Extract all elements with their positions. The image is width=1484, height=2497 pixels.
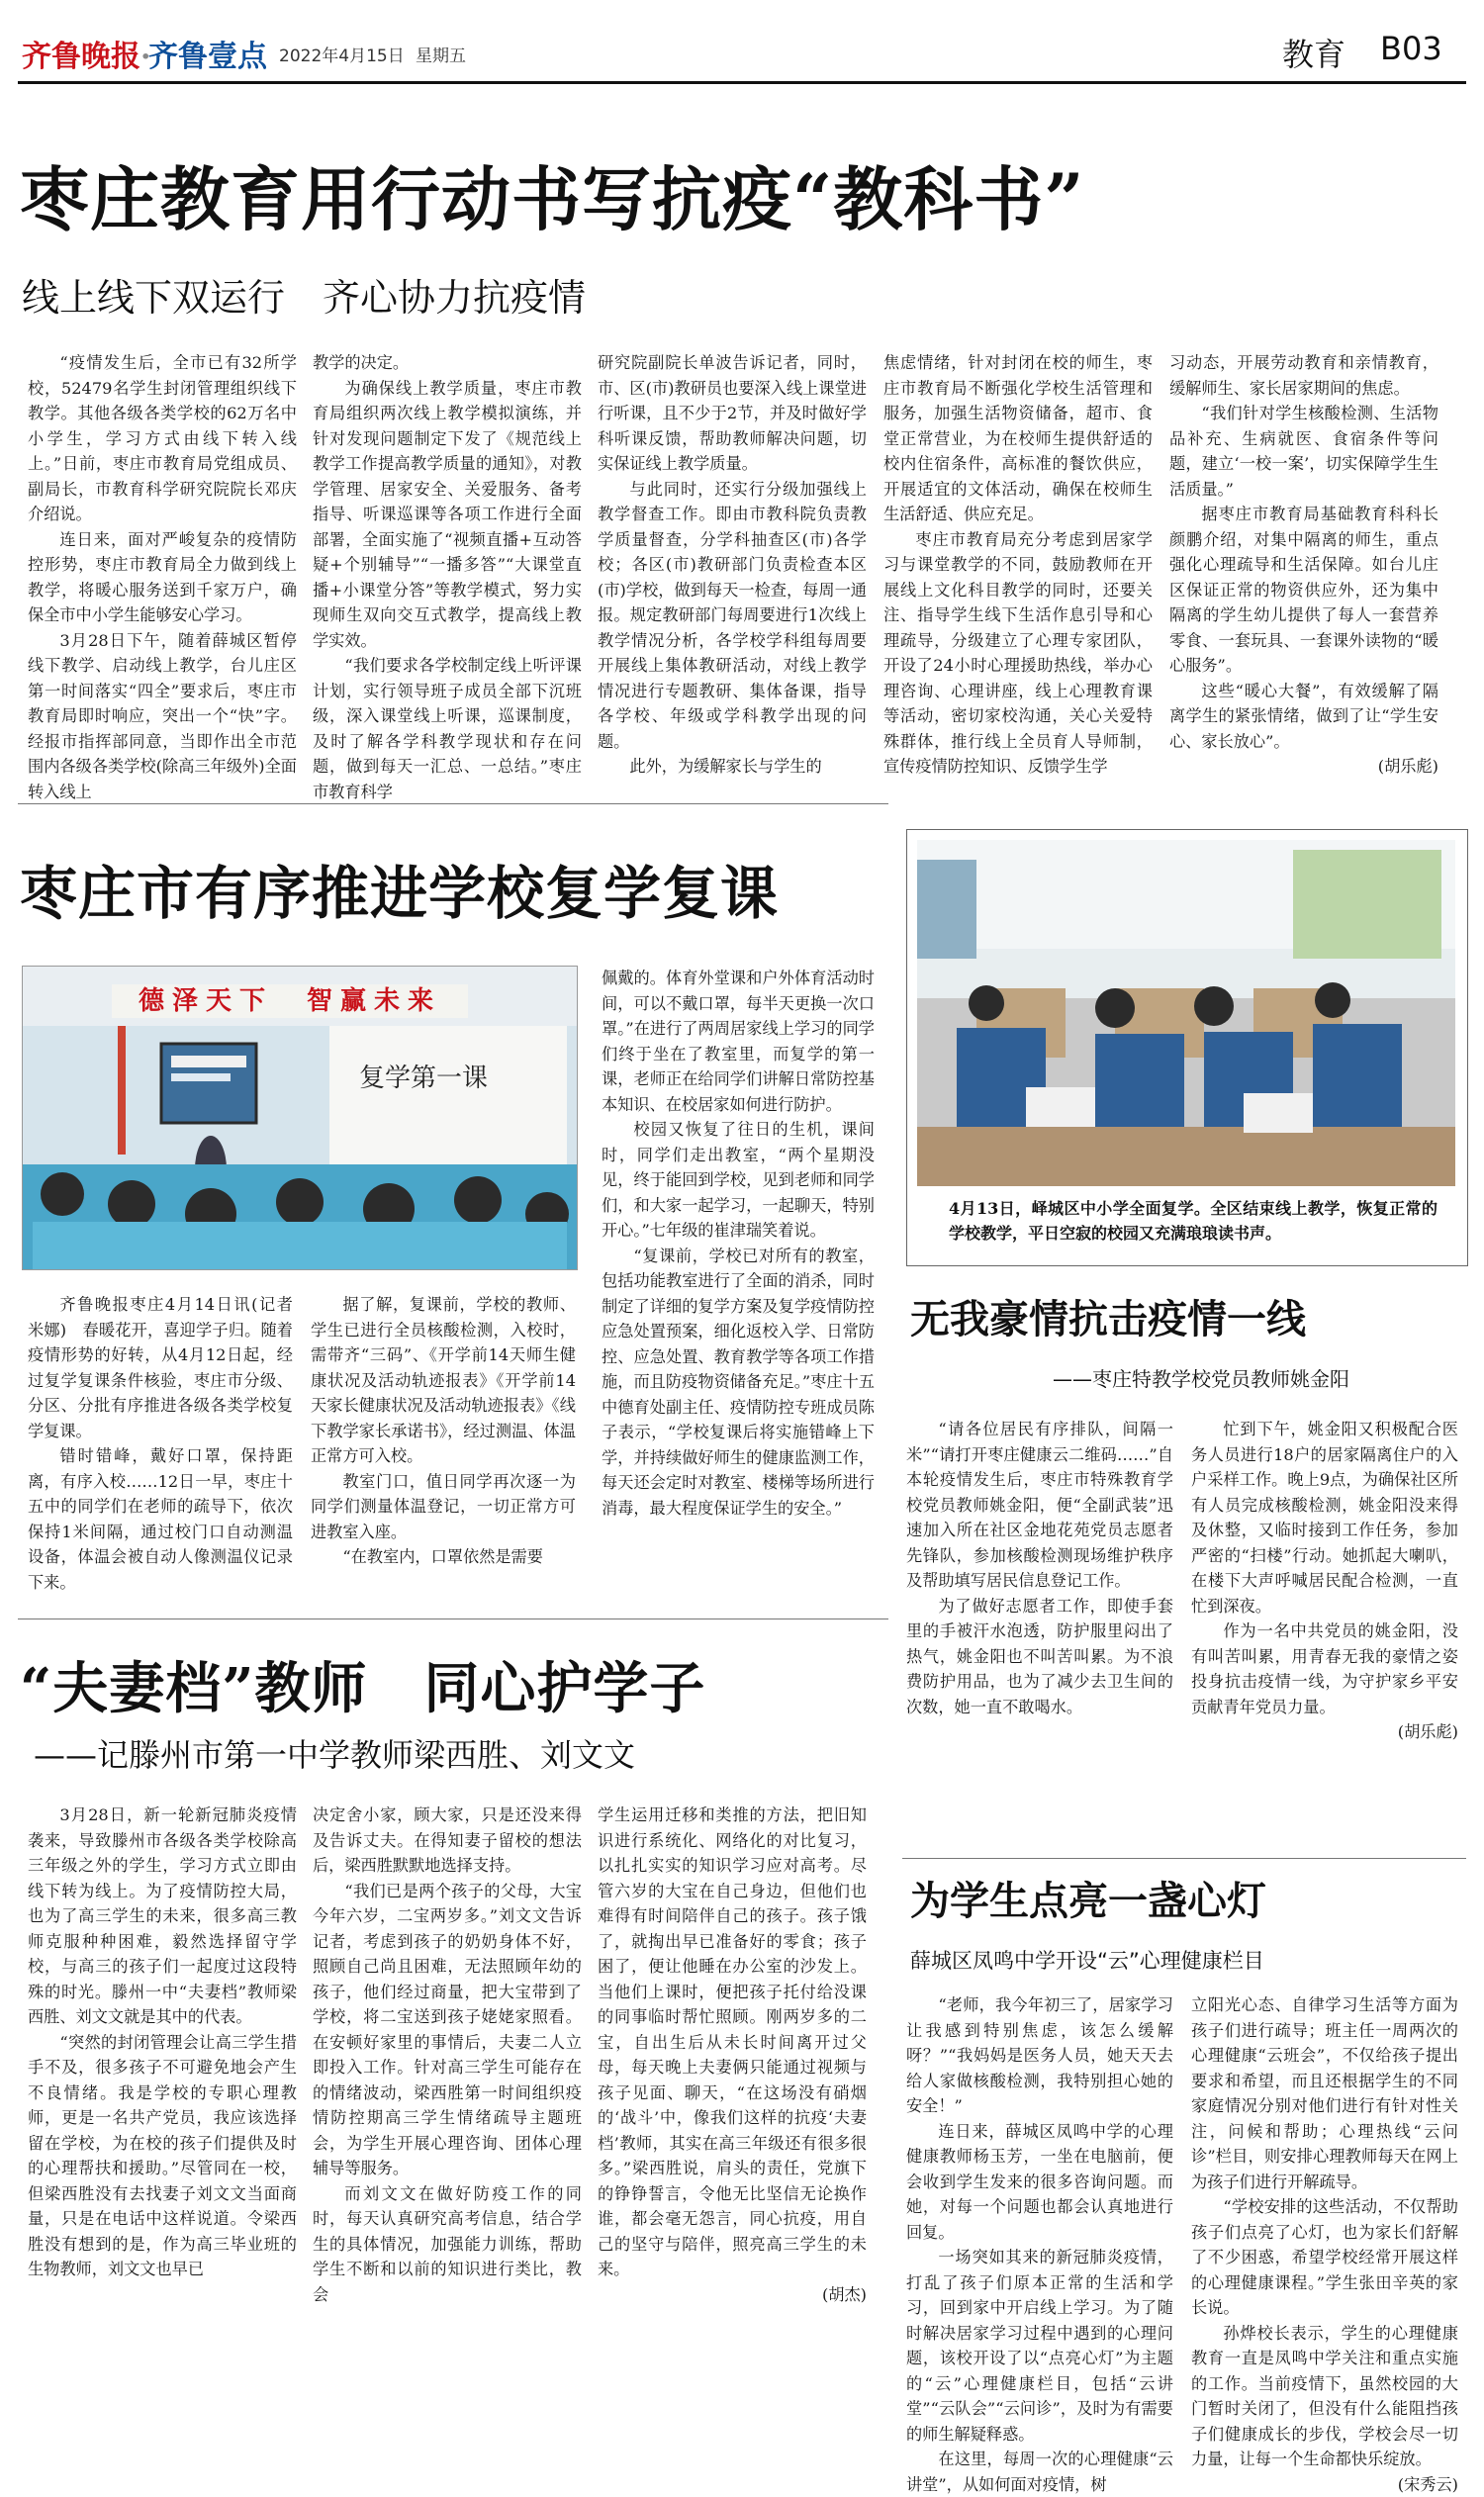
paragraph: 连日来，薛城区凤鸣中学的心理健康教师杨玉芳，一坐在电脑前，便会收到学生发来的很多咨询问题。而她，对每一个问题也都会认真地进行回复。: [906, 2119, 1173, 2246]
section-divider: [902, 1858, 1466, 1859]
paragraph: “复课前，学校已对所有的教室，包括功能教室进行了全面的消杀，同时制定了详细的复学方案及复学疫情防控应急处置预案，细化返校入学、日常防控、应急处置、教育教学等各项工作措施，而且防疫物资储备充足。”枣庄十五中德育处副主任、疫情防控专班成员陈子表示，“学校复课后将实施错峰上下学，并持续做好师生的健康监测工作，每天还会定时对教室、楼梯等场所进行消毒，最大程度保证学生的安全。”: [602, 1244, 875, 1522]
paragraph: 研究院副院长单波告诉记者，同时，市、区(市)教研员也要深入线上课堂进行听课，且不少于2节，并及时做好学科听课反馈，帮助教师解决问题，切实保证线上教学质量。: [598, 350, 867, 477]
newspaper-logo: 齐鲁晚报·: [22, 32, 150, 75]
blackboard-text: 复学第一课: [359, 1058, 488, 1094]
article5-column-2: [1191, 1992, 1458, 2497]
paragraph: 而刘文文在做好防疫工作的同时，每天认真研究高考信息，结合学生的具体情况，加强能力训练，帮助学生不断和以前的知识进行类比，教会: [313, 2181, 582, 2308]
paragraph: 为了做好志愿者工作，即使手套里的手被汗水泡透，防护服里闷出了热气，姚金阳也不叫苦叫累。为不浪费防护用品，也为了减少去卫生间的次数，她一直不敢喝水。: [906, 1594, 1173, 1720]
paragraph: “突然的封闭管理会让高三学生措手不及，很多孩子不可避免地会产生不良情绪。我是学校的专职心理教师，更是一名共产党员，我应该选择留在学校，为在校的孩子们提供及时的心理帮扶和援助。”尽管同在一校，但梁西胜没有去找妻子刘文文当面商量，只是在电话中这样说道。令梁西胜没有想到的是，作为高三毕业班的生物教师，刘文文也早已: [28, 2030, 297, 2282]
section-divider: [18, 803, 888, 804]
paragraph: “在教室内，口罩依然是需要: [311, 1544, 576, 1570]
article3-title: 无我豪情抗击疫情一线: [910, 1296, 1306, 1343]
article4-column-1: [28, 1803, 297, 2282]
paragraph: 作为一名中共党员的姚金阳，没有叫苦叫累，用青春无我的豪情之姿投身抗击疫情一线，为守护家乡平安贡献青年党员力量。: [1191, 1618, 1458, 1719]
article1-title: 枣庄教育用行动书写抗疫“教科书”: [20, 158, 1085, 241]
paragraph: “我们要求各学校制定线上听评课计划，实行领导班子成员全部下沉班级，深入课堂线上听课，巡课制度，及时了解各学科教学现状和存在问题，做到每天一汇总、一总结。”枣庄市教育科学: [313, 653, 582, 804]
article5-column-1: [906, 1992, 1173, 2497]
paragraph: 教室门口，值日同学再次逐一为同学们测量体温登记，一切正常方可进教室入座。: [311, 1469, 576, 1545]
paragraph: 3月28日，新一轮新冠肺炎疫情袭来，导致滕州市各级各类学校除高三年级之外的学生，学习方式立即由线下转为线上。为了疫情防控大局，也为了高三学生的未来，很多高三教师克服种种困难，毅然选择留守学校，与高三的孩子们一起度过这段特殊的时光。滕州一中“夫妻档”教师梁西胜、刘文文就是其中的代表。: [28, 1803, 297, 2030]
article1-column-3: [598, 350, 867, 780]
article3-column-2: [1191, 1417, 1458, 1745]
paragraph: 连日来，面对严峻复杂的疫情防控形势，枣庄市教育局全力做到线上教学，将暖心服务送到千家万户，确保全市中小学生能够安心学习。: [28, 527, 297, 628]
byline: (胡乐彪): [1191, 1719, 1458, 1745]
paragraph: 焦虑情绪，针对封闭在校的师生，枣庄市教育局不断强化学校生活管理和服务，加强生活物资储备，超市、食堂正常营业，为在校师生提供舒适的校内住宿条件，高标准的餐饮供应，开展适宜的文体活动，确保在校师生生活舒适、供应充足。: [883, 350, 1153, 527]
paragraph: 佩戴的。体育外堂课和户外体育活动时间，可以不戴口罩，每半天更换一次口罩。”在进行了两周居家线上学习的同学们终于坐在了教室里，而复学的第一课，老师正在给同学们讲解日常防控基本知识、在校居家如何进行防护。: [602, 966, 875, 1117]
paragraph: 这些“暖心大餐”，有效缓解了隔离学生的紧张情绪，做到了让“学生安心、家长放心”。: [1169, 679, 1438, 755]
page-number: B03: [1380, 30, 1442, 67]
paragraph: “老师，我今年初三了，居家学习让我感到特别焦虑，该怎么缓解呀？”“我妈妈是医务人员，她天天去给人家做核酸检测，我特别担心她的安全！”: [906, 1992, 1173, 2119]
article1-column-2: [313, 350, 582, 804]
paragraph: 与此同时，还实行分级加强线上教学督查工作。即由市教科院负责教学质量督查，分学科抽查区(市)各学校；各区(市)教研部门负责检查本区(市)学校，做到每天一检查，每周一通报。规定教研部门每周要进行1次线上教学情况分析，各学校学科组每周要开展线上集体教研活动，对线上教学情况进行专题教研、集体备课，指导各学校、年级或学科教学出现的问题。: [598, 477, 867, 755]
paragraph: 错时错峰，戴好口罩，保持距离，有序入校……12日一早，枣庄十五中的同学们在老师的疏导下，依次保持1米间隔，通过校门口自动测温设备，体温会被自动人像测温仪记录下来。: [28, 1443, 293, 1595]
app-logo: 齐鲁壹点: [148, 32, 267, 75]
paragraph: 据枣庄市教育局基础教育科科长颜鹏介绍，对集中隔离的师生，重点强化心理疏导和生活保障。如台儿庄区保证正常的物资供应外，还为集中隔离的学生幼儿提供了每人一套营养零食、一套玩具、一套课外读物的“暖心服务”。: [1169, 502, 1438, 679]
article2-column-3: [602, 966, 875, 1521]
school-reopening-photo: [917, 840, 1455, 1186]
paragraph: 校园又恢复了往日的生机，课间时，同学们走出教室，“两个星期没见，终于能回到学校，见到老师和同学们，和大家一起学习，一起聊天，特别开心。”七年级的崔津瑞笑着说。: [602, 1117, 875, 1244]
section-name: 教育: [1282, 30, 1345, 75]
paragraph: “我们针对学生核酸检测、生活物品补充、生病就医、食宿条件等问题，建立‘一校一案’，切实保障学生生活质量。”: [1169, 401, 1438, 502]
paragraph: 据了解，复课前，学校的教师、学生已进行全员核酸检测，入校时，需带齐“三码”、《开学前14天师生健康状况及活动轨迹报表》《开学前14天家长健康状况及活动轨迹报表》《线下教学家长承诺书》，经过测温、体温正常方可入校。: [311, 1292, 576, 1469]
photo-banner: 德泽天下 智赢未来: [118, 984, 462, 1018]
byline: (宋秀云): [1191, 2472, 1458, 2497]
paragraph: 忙到下午，姚金阳又积极配合医务人员进行18户的居家隔离住户的入户采样工作。晚上9点，为确保社区所有人员完成核酸检测，姚金阳没来得及休整，又临时接到工作任务，参加严密的“扫楼”行动。她抓起大喇叭，在楼下大声呼喊居民配合检测，一直忙到深夜。: [1191, 1417, 1458, 1618]
article1-column-1: [28, 350, 297, 804]
article4-column-3: [598, 1803, 867, 2307]
paragraph: 为确保线上教学质量，枣庄市教育局组织两次线上教学模拟演练，并针对发现问题制定下发了《规范线上教学工作提高教学质量的通知》，对教学管理、居家安全、关爱服务、备考指导、听课巡课等各项工作进行全面部署，全面实施了“视频直播+互动答疑+个别辅导”“一播多答”“大课堂直播+小课堂分答”等教学模式，努力实现师生双向交互式教学，提高线上教学实效。: [313, 376, 582, 654]
issue-date: 2022年4月15日: [279, 42, 405, 66]
section-divider: [18, 1618, 888, 1619]
paragraph: 教学的决定。: [313, 350, 582, 376]
paragraph: 枣庄市教育局充分考虑到居家学习与课堂教学的不同，鼓励教师在开展线上文化科目教学的同时，还要关注、指导学生线下生活作息引导和心理疏导，分级建立了心理专家团队，开设了24小时心理援助热线，举办心理咨询、心理讲座，线上心理教育课等活动，密切家校沟通，关心关爱特殊群体，推行线上全员育人导师制，宣传疫情防控知识、反馈学生学: [883, 527, 1153, 780]
article3-column-1: [906, 1417, 1173, 1719]
article4-column-2: [313, 1803, 582, 2307]
photo2-frame: [906, 829, 1468, 1266]
paragraph: 孙烨校长表示，学生的心理健康教育一直是凤鸣中学关注和重点实施的工作。当前疫情下，虽然校园的大门暂时关闭了，但没有什么能阻挡孩子们健康成长的步伐，学校会尽一切力量，让每一个生命都快乐绽放。: [1191, 2321, 1458, 2472]
article1-column-4: [883, 350, 1153, 780]
article1-column-5: [1169, 350, 1438, 780]
article5-title: 为学生点亮一盏心灯: [910, 1878, 1266, 1925]
paragraph: “疫情发生后，全市已有32所学校，52479名学生封闭管理组织线下教学。其他各级各类学校的62万名中小学生，学习方式由线下转入线上。”日前，枣庄市教育局党组成员、副局长，市教育科学研究院院长邓庆介绍说。: [28, 350, 297, 527]
paragraph: 3月28日下午，随着薛城区暂停线下教学、启动线上教学，台儿庄区第一时间落实“四全”要求后，枣庄市教育局即时响应，突出一个“快”字。经报市指挥部同意，当即作出全市范围内各级各类学校(除高三年级外)全面转入线上: [28, 628, 297, 805]
paragraph: 在这里，每周一次的心理健康“云讲堂”，从如何面对疫情，树: [906, 2447, 1173, 2497]
paragraph: 齐鲁晚报枣庄4月14日讯(记者 米娜) 春暖花开，喜迎学子归。随着疫情形势的好转，从4月12日起，经过复学复课条件核验，枣庄市分级、分区、分批有序推进各级各类学校复学复课。: [28, 1292, 293, 1443]
article3-subtitle: ——枣庄特教学校党员教师姚金阳: [1053, 1365, 1349, 1393]
paragraph: “我们已是两个孩子的父母，大宝今年六岁，二宝两岁多。”刘文文告诉记者，考虑到孩子的奶奶身体不好，照顾自己尚且困难，无法照顾年幼的孩子，他们经过商量，把大宝带到了学校，将二宝送到孩子姥姥家照看。在安顿好家里的事情后，夫妻二人立即投入工作。针对高三学生可能存在的情绪波动，梁西胜第一时间组织疫情防控期高三学生情绪疏导主题班会，为学生开展心理咨询、团体心理辅导等服务。: [313, 1879, 582, 2181]
article2-title: 枣庄市有序推进学校复学复课: [20, 859, 779, 928]
article4-title: “夫妻档”教师 同心护学子: [20, 1656, 705, 1721]
byline: (胡杰): [598, 2282, 867, 2308]
article2-column-1: [28, 1292, 293, 1595]
article1-subtitle: 线上线下双运行 齐心协力抗疫情: [22, 275, 586, 321]
school-reopening-image: [917, 840, 1455, 1186]
byline: (胡乐彪): [1169, 754, 1438, 780]
paragraph: “请各位居民有序排队，间隔一米”“请打开枣庄健康云二维码……”自本轮疫情发生后，枣庄市特殊教育学校党员教师姚金阳，便“全副武装”迅速加入所在社区金地花苑党员志愿者先锋队，参加核酸检测现场维护秩序及帮助填写居民信息登记工作。: [906, 1417, 1173, 1594]
issue-weekday: 星期五: [416, 42, 466, 66]
classroom-photo: [22, 966, 578, 1270]
paragraph: 此外，为缓解家长与学生的: [598, 754, 867, 780]
photo2-caption: 4月13日，峄城区中小学全面复学。全区结束线上教学，恢复正常的学校教学，平日空寂的校园又充满琅琅读书声。: [949, 1196, 1438, 1246]
article4-subtitle: ——记滕州市第一中学教师梁西胜、刘文文: [34, 1735, 635, 1775]
article5-subtitle: 薛城区凤鸣中学开设“云”心理健康栏目: [910, 1947, 1264, 1975]
paragraph: 一场突如其来的新冠肺炎疫情，打乱了孩子们原本正常的生活和学习，回到家中开启线上学习。为了随时解决居家学习过程中遇到的心理问题，该校开设了以“点亮心灯”为主题的“云”心理健康栏目，包括“云讲堂”“云队会”“云问诊”，及时为有需要的师生解疑释惑。: [906, 2245, 1173, 2447]
paragraph: 学生运用迁移和类推的方法，把旧知识进行系统化、网络化的对比复习，以扎扎实实的知识学习应对高考。尽管六岁的大宝在自己身边，但他们也难得有时间陪伴自己的孩子。孩子饿了，就掏出早已准备好的零食；孩子困了，便让他睡在办公室的沙发上。当他们上课时，便把孩子托付给没课的同事临时帮忙照顾。刚两岁多的二宝，自出生后从未长时间离开过父母，每天晚上夫妻俩只能通过视频与孩子见面、聊天，“在这场没有硝烟的‘战斗’中，像我们这样的抗疫‘夫妻档’教师，其实在高三年级还有很多很多。”梁西胜说，肩头的责任，党旗下的铮铮誓言，令他无比坚信无论换作谁，都会毫无怨言，同心抗疫，用自己的坚守与陪伴，照亮高三学生的未来。: [598, 1803, 867, 2282]
paragraph: “学校安排的这些活动，不仅帮助孩子们点亮了心灯，也为家长们舒解了不少困惑，希望学校经常开展这样的心理健康课程。”学生张田辛英的家长说。: [1191, 2194, 1458, 2321]
paragraph: 决定舍小家，顾大家，只是还没来得及告诉丈夫。在得知妻子留校的想法后，梁西胜默默地选择支持。: [313, 1803, 582, 1879]
paragraph: 习动态，开展劳动教育和亲情教育，缓解师生、家长居家期间的焦虑。: [1169, 350, 1438, 401]
paragraph: 立阳光心态、自律学习生活等方面为孩子们进行疏导；班主任一周两次的心理健康“云班会”，不仅给孩子提出要求和希望，而且还根据学生的不同家庭情况分别对他们进行有针对性关注，问候和帮助；心理热线“云问诊”栏目，则安排心理教师每天在网上为孩子们进行开解疏导。: [1191, 1992, 1458, 2194]
article2-column-2: [311, 1292, 576, 1570]
masthead-rule: [18, 81, 1466, 84]
